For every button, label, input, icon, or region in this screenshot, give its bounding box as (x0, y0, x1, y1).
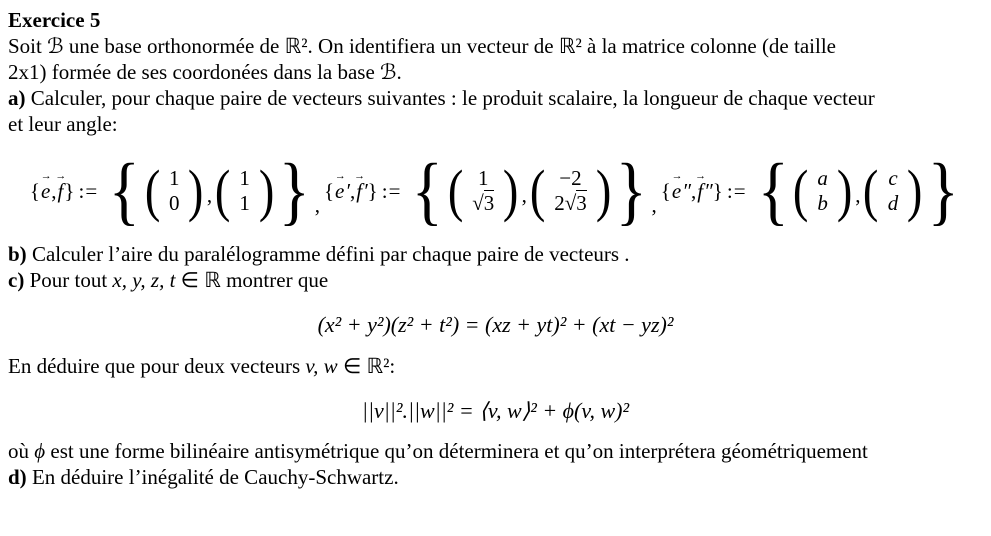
close-paren: ) (907, 158, 923, 223)
matrix-e-double-prime (791, 158, 854, 223)
group-separator: , (314, 193, 320, 217)
matrix-f (213, 158, 276, 223)
matrix-cell: a (817, 166, 828, 190)
item-a-line-1 (8, 85, 983, 111)
matrix-separator: , (855, 183, 861, 207)
open-paren: ( (863, 158, 879, 223)
deduce-pre: En déduire que pour deux vecteurs (8, 354, 306, 378)
phi-pre: où (8, 439, 35, 463)
matrix-cell-sqrt: √3 (472, 191, 495, 215)
identity-equation: (x² + y²)(z² + t²) = (xz + yt)² + (xt − yz)² (317, 312, 674, 337)
matrix-e-prime (446, 158, 521, 223)
matrix-cell: −2 (559, 166, 582, 190)
close-paren: ) (258, 158, 275, 223)
open-paren: ( (144, 158, 161, 223)
close-paren: ) (836, 158, 853, 223)
item-b-text: Calculer l’aire du paralélogramme défini par chaque paire de vecteurs . (26, 242, 630, 266)
matrix-cell: c (888, 166, 898, 190)
item-d-label: d) (8, 465, 27, 489)
vector-e-double-prime: → e (671, 170, 683, 203)
close-paren: ) (188, 158, 204, 223)
vector-arrow-icon: → (55, 170, 67, 183)
matrix-f-double-prime (861, 158, 924, 223)
vector-arrow-icon: → (671, 170, 683, 183)
matrix-cell: 0 (168, 191, 180, 215)
matrix-e (143, 158, 206, 223)
assign-symbol: := (726, 179, 747, 203)
item-a-line-2: et leur angle: (8, 112, 118, 136)
vector-arrow-icon: → (40, 170, 52, 183)
open-brace: { (412, 149, 444, 233)
item-b-label: b) (8, 242, 27, 266)
vector-f-prime: → f (354, 170, 365, 203)
matrix-cell: 1 (239, 166, 250, 190)
matrix-cell: b (817, 191, 828, 215)
matrix-cell: 1 (239, 191, 250, 215)
assign-symbol: := (381, 179, 402, 203)
phi-symbol: ϕ (34, 439, 46, 463)
item-c-variables: x, y, z, t (112, 268, 176, 292)
open-brace: { (108, 149, 140, 233)
item-a-label: a) (8, 86, 26, 110)
vector-f: → f (55, 170, 67, 203)
deduce-post: ∈ ℝ²: (337, 354, 396, 378)
intro-line-2: 2x1) formée de ses coordonées dans la base ℬ. (8, 60, 402, 84)
exercise-title: Exercice 5 (8, 8, 101, 32)
close-brace: } (278, 149, 310, 233)
phi-post: est une forme bilinéaire antisymétrique qu’on déterminera et qu’on interprétera géométriquement (45, 439, 868, 463)
vector-arrow-icon: → (334, 170, 346, 183)
item-a-text: Calculer, pour chaque paire de vecteurs suivantes : le produit scalaire, la longueur de chaque vecteur (25, 86, 875, 110)
item-c-post: ∈ ℝ montrer que (175, 268, 329, 292)
item-c-pre: Pour tout (24, 268, 113, 292)
pair3-set-label: { → e″, → f″} := (660, 170, 747, 203)
vector-f-double-prime: → f (695, 170, 706, 203)
item-c-label: c) (8, 268, 25, 292)
group-separator: , (651, 193, 657, 217)
open-paren: ( (529, 158, 546, 223)
item-b-line (8, 241, 983, 267)
sqrt-sign: √ (564, 191, 577, 215)
matrix-cell-sqrt: 2√3 (554, 191, 587, 215)
close-brace: } (615, 149, 647, 233)
open-paren: ( (214, 158, 231, 223)
phi-line (8, 438, 983, 464)
sqrt-sign: √ (472, 191, 484, 215)
deduce-line (8, 353, 983, 379)
intro-line-1: Soit ℬ une base orthonormée de ℝ². On identifiera un vecteur de ℝ² à la matrice colonne (de taille (8, 34, 836, 58)
matrix-separator: , (206, 183, 213, 207)
norm-equation: ||v||².||w||² = ⟨v, w⟩² + ϕ(v, w)² (361, 398, 630, 423)
open-paren: ( (447, 158, 464, 223)
close-paren: ) (503, 158, 519, 223)
item-d-text: En déduire l’inégalité de Cauchy-Schwartz. (26, 465, 399, 489)
open-paren: ( (792, 158, 809, 223)
pair1-set-label: { → e, → f} := (29, 170, 99, 203)
assign-symbol: := (78, 179, 99, 203)
vector-e: → e (40, 170, 52, 203)
matrix-separator: , (521, 183, 527, 207)
vector-pairs-display (8, 150, 983, 232)
close-brace: } (927, 149, 959, 233)
vector-arrow-icon: → (695, 170, 706, 183)
matrix-cell: 1 (478, 166, 489, 190)
item-c-line (8, 267, 983, 293)
deduce-variables: v, w (305, 354, 338, 378)
matrix-cell: 1 (168, 166, 180, 190)
matrix-f-prime (528, 158, 613, 223)
vector-e-prime: → e (334, 170, 346, 203)
close-paren: ) (595, 158, 612, 223)
vector-arrow-icon: → (354, 170, 365, 183)
matrix-cell: d (887, 191, 899, 215)
pair2-set-label: { → e′, → f′} := (323, 170, 402, 203)
item-d-line (8, 464, 983, 490)
open-brace: { (757, 149, 789, 233)
